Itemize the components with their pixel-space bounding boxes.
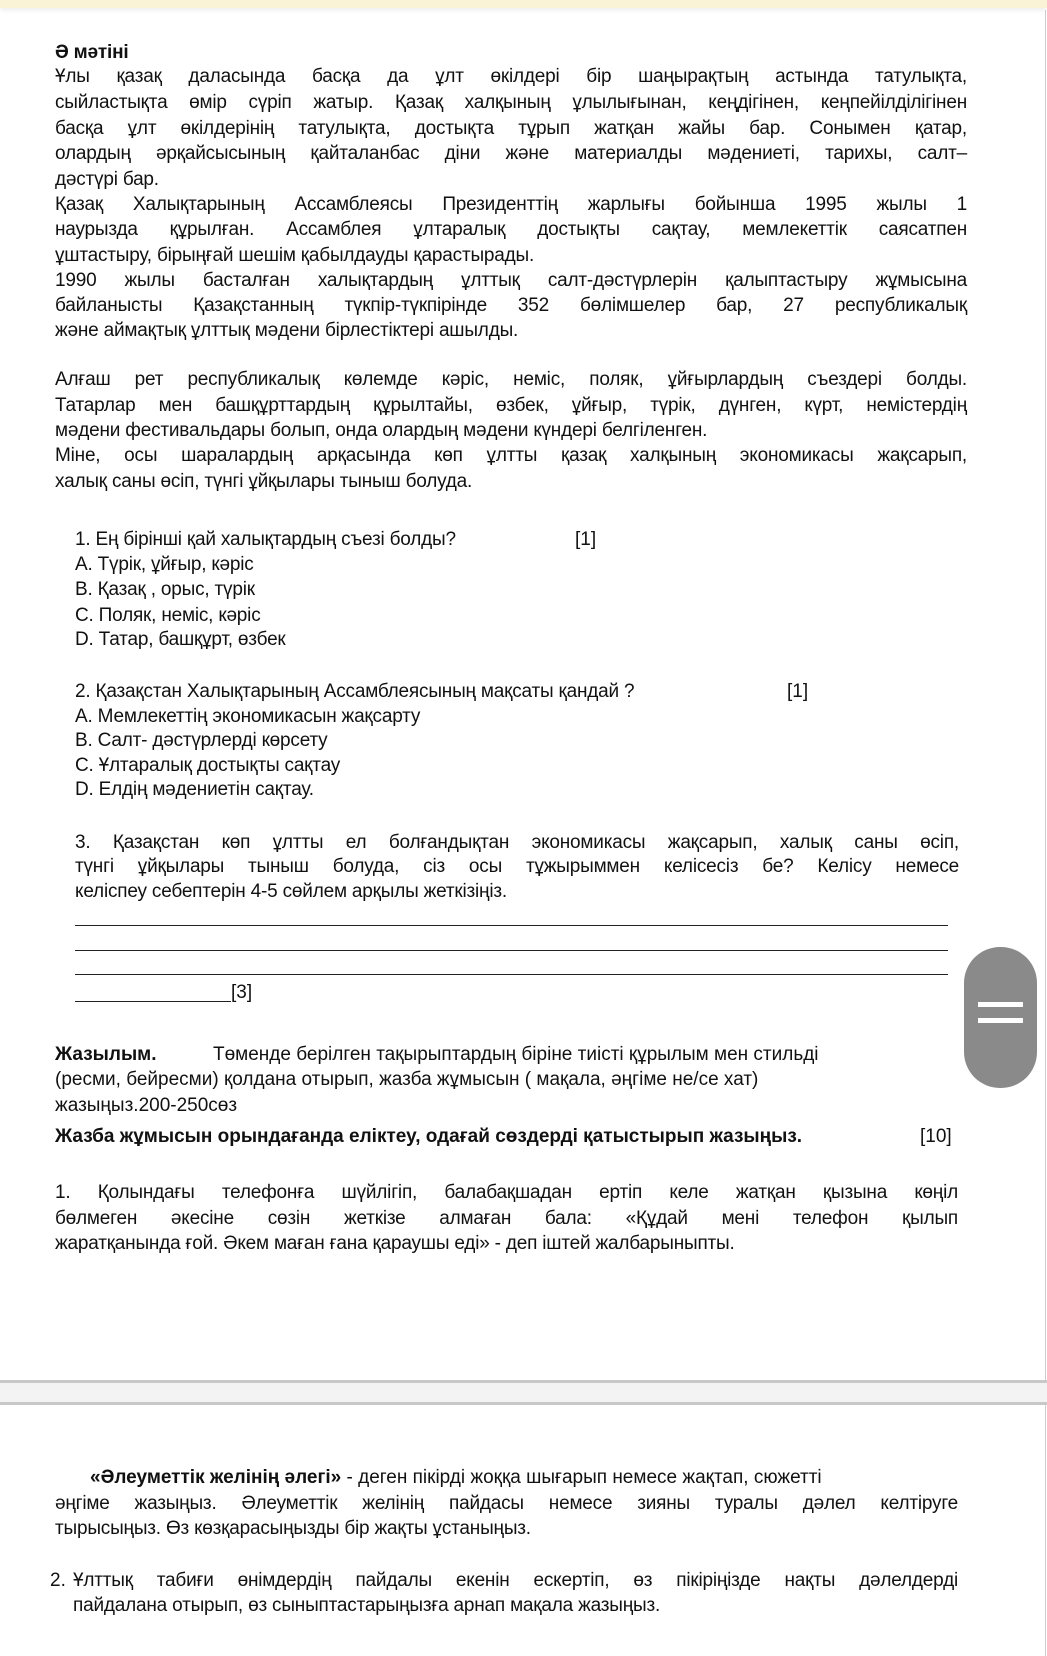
writing-instruction: Жазба жұмысын орындағанда еліктеу, одағай сөздерді қатыстырып жазыңыз. bbox=[55, 1126, 803, 1147]
text-line: Ұлы қазақ даласында басқа да ұлт өкілдері бір шаңырақтың астында татулықта, bbox=[55, 66, 967, 87]
text-line: Алғаш рет республикалық көлемде кәріс, неміс, поляк, ұйғырлардың съездері болды. bbox=[55, 369, 967, 390]
text-line: Міне, осы шаралардың арқасында көп ұлтты қазақ халқының экономикасы жақсарып, bbox=[55, 445, 967, 466]
option: C. Ұлтаралық достықты сақтау bbox=[75, 755, 341, 776]
question-1-points: [1] bbox=[575, 529, 597, 550]
option: C. Поляк, неміс, кәріс bbox=[75, 605, 261, 626]
text-line: байланысты Қазақстанның түкпір-түкпірінде 352 бөлімшелер бар, 27 республикалық bbox=[55, 295, 967, 316]
task-1: жаратқанында ғой. Әкем маған ғана қараушы еді» - деп іштей жалбарыныпты. bbox=[55, 1233, 735, 1254]
task-1: бөлмеген әкесіне сөзін жеткізе алмаған бала: «Құдай мені телефон қылып bbox=[55, 1208, 958, 1229]
answer-line bbox=[75, 950, 948, 951]
social-task-text: - деген пікірді жоққа шығарып немесе жақтап, сюжетті bbox=[341, 1467, 822, 1488]
task-1: 1. Қолындағы телефонға шүйлігіп, балабақшадан ертіп келе жатқан қызына көңіл bbox=[55, 1182, 958, 1203]
text-line: халық саны өсіп, түнгі ұйқылары тыныш болуда. bbox=[55, 471, 473, 492]
text-line: олардың әрқайсысының қайталанбас діни және материалды мәдениеті, тарихы, салт– bbox=[55, 143, 967, 164]
page-edge bbox=[1045, 10, 1046, 1656]
question-2-points: [1] bbox=[787, 681, 809, 702]
top-bar bbox=[0, 0, 1047, 8]
writing-text: (ресми, бейресми) қолдана отырып, жазба жұмысын ( мақала, әңгіме не/се хат) bbox=[55, 1069, 759, 1090]
writing-text: Төменде берілген тақырыптардың біріне тиісті құрылым мен стильді bbox=[213, 1044, 819, 1065]
page-gap bbox=[0, 1383, 1047, 1402]
task-2: пайдалана отырып, өз сыныптастарыңызға арнап мақала жазыңыз. bbox=[73, 1595, 661, 1616]
answer-line bbox=[75, 925, 948, 926]
writing-points: [10] bbox=[920, 1126, 952, 1147]
option: B. Қазақ , орыс, түрік bbox=[75, 579, 255, 600]
answer-line bbox=[75, 1001, 231, 1002]
question-1: 1. Ең бірінші қай халықтардың съезі болды? bbox=[75, 529, 456, 550]
option: D. Татар, башқұрт, өзбек bbox=[75, 629, 286, 650]
text-line: дәстүрі бар. bbox=[55, 169, 159, 190]
text-line: 1990 жылы басталған халықтардың ұлттық салт-дәстүрлерін қалыптастыру жұмысына bbox=[55, 270, 967, 291]
task-2: Ұлттық табиғи өнімдердің пайдалы екенін ескертіп, өз пікіріңізде нақты дәлелдерді bbox=[73, 1570, 958, 1591]
social-task-text: әңгіме жазыңыз. Әлеуметтік желінің пайдасы немесе зияны туралы дәлел келтіруге bbox=[55, 1493, 958, 1514]
social-task-text: тырысыңыз. Өз көзқарасыңызды бір жақты ұстаныңыз. bbox=[55, 1518, 531, 1539]
text-line: және аймақтық ұлттық мәдени бірлестіктері ашылды. bbox=[55, 320, 519, 341]
writing-text: жазыңыз.200-250сөз bbox=[55, 1095, 238, 1116]
writing-label: Жазылым. bbox=[55, 1044, 157, 1065]
answer-line bbox=[75, 974, 948, 975]
question-3: 3. Қазақстан көп ұлтты ел болғандықтан экономикасы жақсарып, халық саны өсіп, bbox=[75, 832, 959, 853]
text-line: Татарлар мен башқұрттардың құрылтайы, өзбек, ұйғыр, түрік, дүнген, күрт, немістердің bbox=[55, 395, 967, 416]
page-break bbox=[0, 1402, 1047, 1405]
text-line: наурызда құрылған. Ассамблея ұлтаралық достықты сақтау, мемлекеттік саясатпен bbox=[55, 219, 967, 240]
question-3: түнгі ұйқылары тыныш болуда, сіз осы тұжырыммен келісесіз бе? Келісу немесе bbox=[75, 856, 959, 877]
text-line: мәдени фестивальдары болып, онда олардың мәдени күндері белгіленген. bbox=[55, 420, 708, 441]
text-line: сыйластықта өмір сүріп жатыр. Қазақ халқының ұлылығынан, кеңдігінен, кеңпейілділігінен bbox=[55, 92, 967, 113]
scroll-handle[interactable] bbox=[964, 947, 1037, 1088]
option: A. Түрік, ұйғыр, кәріс bbox=[75, 554, 254, 575]
text-line: Қазақ Халықтарының Ассамблеясы Президенттің жарлығы бойынша 1995 жылы 1 bbox=[55, 194, 967, 215]
social-task-title: «Әлеуметтік желінің әлегі» bbox=[90, 1467, 342, 1488]
question-3: келіспеу себептерін 4-5 сөйлем арқылы жеткізіңіз. bbox=[75, 881, 507, 902]
option: B. Салт- дәстүрлерді көрсету bbox=[75, 730, 328, 751]
question-3-points: [3] bbox=[231, 982, 253, 1003]
section-title: Ә мәтіні bbox=[55, 42, 129, 63]
option: A. Мемлекеттің экономикасын жақсарту bbox=[75, 706, 421, 727]
option: D. Елдің мәдениетін сақтау. bbox=[75, 779, 314, 800]
text-line: басқа ұлт өкілдерінің татулықта, достықта тұрып жатқан жайы бар. Сонымен қатар, bbox=[55, 118, 967, 139]
text-line: ұштастыру, бірыңғай шешім қабылдауды қарастырады. bbox=[55, 245, 535, 266]
question-2: 2. Қазақстан Халықтарының Ассамблеясының мақсаты қандай ? bbox=[75, 681, 635, 702]
social-task-first-line bbox=[90, 1465, 822, 1491]
task-2-number: 2. bbox=[50, 1570, 66, 1591]
